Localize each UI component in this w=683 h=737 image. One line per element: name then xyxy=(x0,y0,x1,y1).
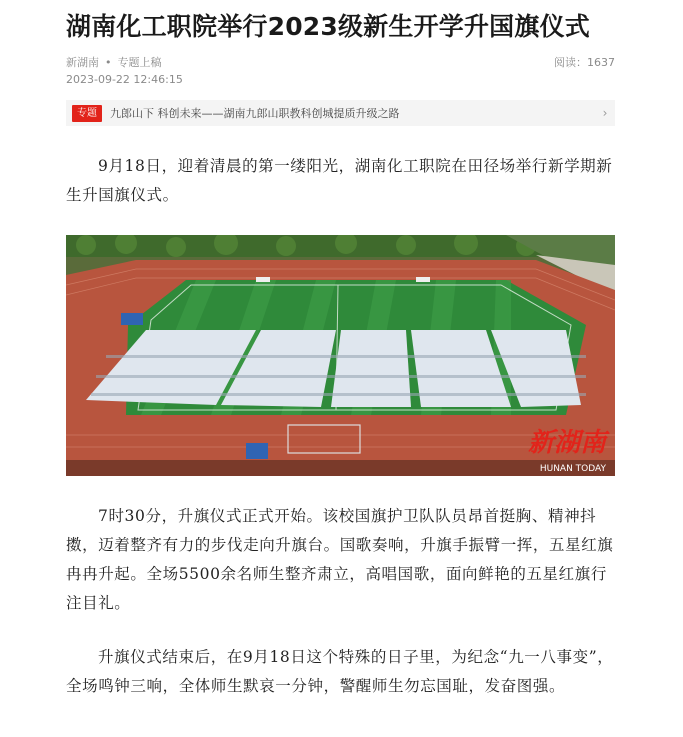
watermark-cn: 新湖南 xyxy=(527,428,606,458)
column-label[interactable]: 专题上稿 xyxy=(117,56,162,69)
topic-link-text[interactable]: 九郎山下 科创未来——湖南九郎山职教科创城提质升级之路 xyxy=(110,107,400,120)
topic-badge: 专题 xyxy=(72,105,102,122)
ceremony-photo xyxy=(66,235,615,476)
source-label[interactable]: 新湖南 xyxy=(66,56,99,69)
paragraph-2: 7时30分，升旗仪式正式开始。该校国旗护卫队队员昂首挺胸、精神抖擞，迈着整齐有力的步伐走向升旗台。国歌奏响，升旗手振臂一挥，五星红旗冉冉升起。全场5500余名师生整齐肃立，高唱国歌，面向鲜艳的五星红旗行注目礼。 xyxy=(66,507,614,612)
view-count: 阅读：1637 xyxy=(554,56,615,69)
topic-banner[interactable] xyxy=(66,100,615,126)
article-title: 湖南化工职院举行2023级新生开学升国旗仪式 xyxy=(66,12,590,41)
meta-separator: • xyxy=(105,56,112,69)
paragraph-3: 升旗仪式结束后，在9月18日这个特殊的日子里，为纪念“九一八事变”，全场鸣钟三响，全体师生默哀一分钟，警醒师生勿忘国耻，发奋图强。 xyxy=(66,648,614,695)
chevron-right-icon: › xyxy=(602,106,608,120)
paragraph-1: 9月18日，迎着清晨的第一缕阳光，湖南化工职院在田径场举行新学期新生升国旗仪式。 xyxy=(66,157,613,204)
article-meta xyxy=(66,55,615,88)
publish-time: 2023-09-22 12:46:15 xyxy=(66,73,183,86)
watermark-en: HUNAN TODAY xyxy=(539,464,606,474)
